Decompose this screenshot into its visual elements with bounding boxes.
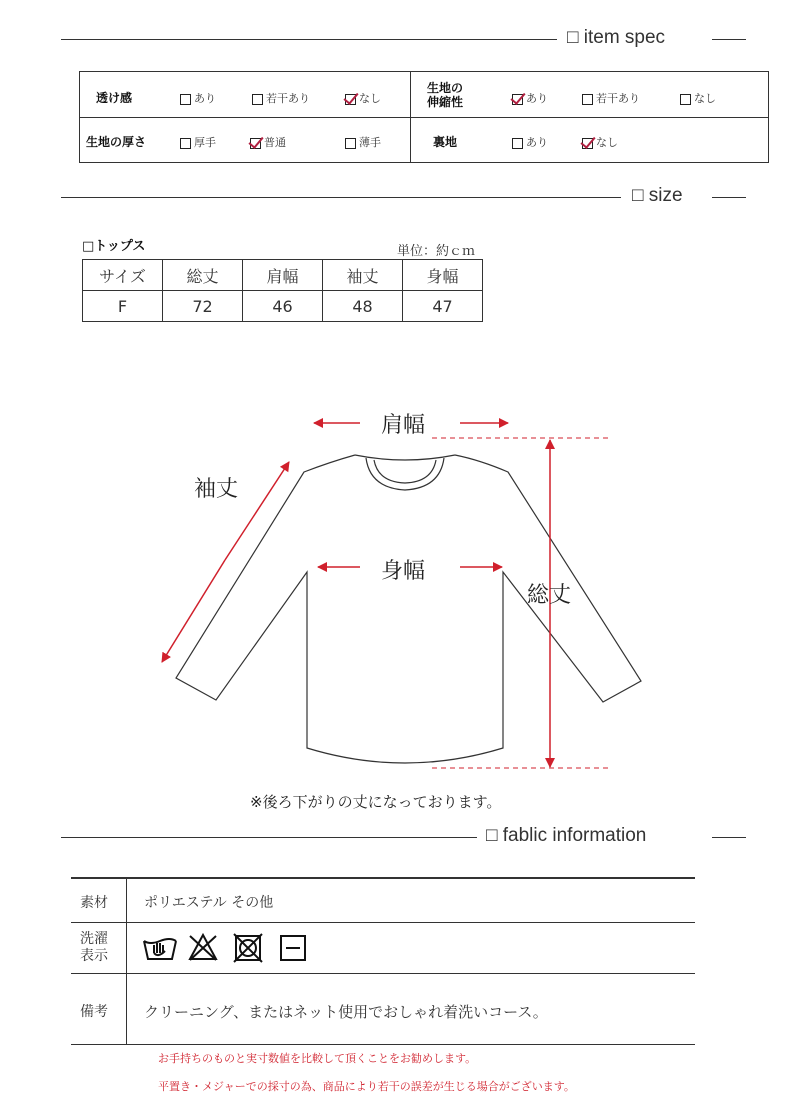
table-header: 肩幅 bbox=[243, 260, 323, 291]
label-stretch: 生地の 伸縮性 bbox=[427, 81, 464, 109]
option-thickness-thick[interactable]: 厚手 bbox=[180, 134, 216, 150]
option-transparency-none[interactable]: なし bbox=[345, 90, 381, 106]
material-value: ポリエステル その他 bbox=[144, 895, 274, 911]
label-thickness: 生地の厚さ bbox=[86, 135, 147, 149]
disclaimer-measurement: 平置き・メジャーでの採寸の為、商品により若干の誤差が生じる場合がございます。 bbox=[158, 1080, 575, 1093]
section-rule-left bbox=[61, 837, 477, 838]
size-category: □トップス bbox=[82, 239, 146, 254]
diagram-note: ※後ろ下がりの丈になっております。 bbox=[250, 793, 502, 811]
option-lining-none[interactable]: なし bbox=[582, 134, 618, 150]
notes-value: クリーニング、またはネット使用でおしゃれ着洗いコース。 bbox=[144, 1003, 548, 1021]
hand-wash-icon bbox=[144, 939, 176, 959]
table-cell: 72 bbox=[163, 291, 243, 322]
divider bbox=[71, 922, 695, 923]
option-thickness-normal[interactable]: 普通 bbox=[250, 134, 286, 150]
no-tumble-dry-icon bbox=[234, 934, 262, 962]
table-cell: F bbox=[83, 291, 163, 322]
section-title-size: □ size bbox=[632, 185, 683, 206]
divider bbox=[71, 877, 695, 879]
option-stretch-slight[interactable]: 若干あり bbox=[582, 90, 640, 106]
option-stretch-yes[interactable]: あり bbox=[512, 90, 548, 106]
label-lining: 裏地 bbox=[433, 135, 458, 149]
section-title-item-spec: □ item spec bbox=[567, 27, 666, 48]
notes-label: 備考 bbox=[80, 1004, 108, 1020]
wash-label: 洗濯 表示 bbox=[80, 931, 108, 964]
table-header: 総丈 bbox=[163, 260, 243, 291]
label-transparency: 透け感 bbox=[96, 91, 133, 105]
label-shoulder: 肩幅 bbox=[381, 413, 426, 438]
table-header: 身幅 bbox=[403, 260, 483, 291]
divider bbox=[71, 1044, 695, 1045]
table-header: サイズ bbox=[83, 260, 163, 291]
sweater-outline-icon bbox=[176, 455, 641, 763]
unit-label: 単位：約ｃｍ bbox=[397, 244, 476, 259]
option-transparency-yes[interactable]: あり bbox=[180, 90, 216, 106]
option-lining-yes[interactable]: あり bbox=[512, 134, 548, 150]
label-body-width: 身幅 bbox=[381, 559, 426, 584]
option-thickness-thin[interactable]: 薄手 bbox=[345, 134, 381, 150]
table-cell: 48 bbox=[323, 291, 403, 322]
label-length: 総丈 bbox=[527, 583, 572, 608]
option-transparency-slight[interactable]: 若干あり bbox=[252, 90, 310, 106]
divider bbox=[71, 973, 695, 974]
table-header: 袖丈 bbox=[323, 260, 403, 291]
table-cell: 47 bbox=[403, 291, 483, 322]
material-label: 素材 bbox=[80, 895, 108, 911]
divider bbox=[126, 878, 127, 1044]
flat-dry-icon bbox=[281, 936, 305, 960]
label-sleeve: 袖丈 bbox=[194, 477, 239, 502]
care-symbols bbox=[140, 929, 315, 965]
section-rule-right bbox=[712, 837, 746, 838]
table-cell: 46 bbox=[243, 291, 323, 322]
option-stretch-none[interactable]: なし bbox=[680, 90, 716, 106]
section-title-fabric: □ fablic information bbox=[486, 825, 647, 846]
sleeve-arrow-down bbox=[162, 560, 225, 662]
disclaimer-compare: お手持ちのものと実寸数値を比較して頂くことをお勧めします。 bbox=[158, 1052, 477, 1065]
no-bleach-icon bbox=[190, 935, 216, 960]
